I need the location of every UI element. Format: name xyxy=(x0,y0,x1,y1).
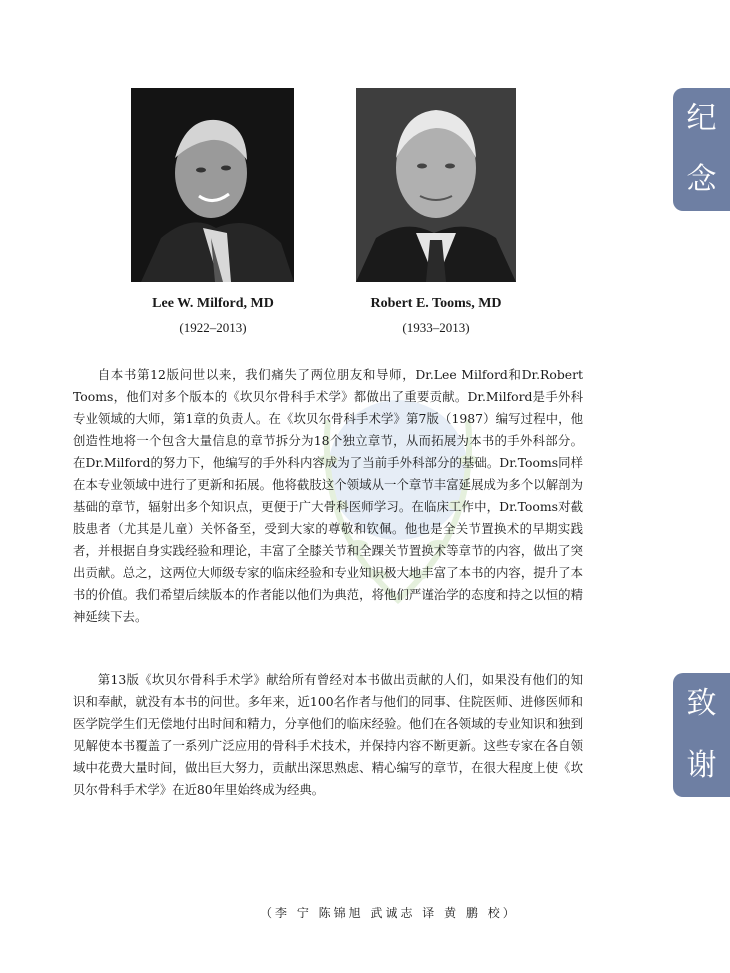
years-tooms: (1933–2013) xyxy=(402,320,470,335)
thanks-tab xyxy=(673,673,730,797)
portrait-milford xyxy=(131,88,294,282)
thanks-tab-char-1: 致 xyxy=(686,686,717,721)
years-milford: (1922–2013) xyxy=(179,320,247,335)
memorial-paragraph: 自本书第12版问世以来，我们痛失了两位朋友和导师，Dr.Lee Milford和Dr.Robert Tooms，他们对多个版本的《坎贝尔骨科手术学》都做出了重要贡献。Dr.Milford是手外科专业领域的大师，第1章的负责人。在《坎贝尔骨科手术学》第7版（1987）编写过程中，他创造性地将一个包含大量信息的章节拆分为18个独立章节，从而拓展为本书的手外科部分。在Dr.Milford的努力下，他编写的手外科内容成为了当前手外科部分的基础。Dr.Tooms同样在本专业领域中进行了更新和拓展。他将截肢这个领域从一个章节丰富延展成为多个以解剖为基础的章节，辐射出多个知识点，更便于广大骨科医师学习。在临床工作中，Dr.Tooms对截肢患者（尤其是儿童）关怀备至，受到大家的尊敬和钦佩。他也是全关节置换术的早期实践者，并根据自身实践经验和理论，丰富了全膝关节和全踝关节置换术等章节的内容，做出了突出贡献。总之，这两位大师级专家的临床经验和专业知识极大地丰富了本书的内容，提升了本书的价值。我们希望后续版本的作者能以他们为典范，将他们严谨治学的态度和持之以恒的精神延续下去。 xyxy=(73,367,583,624)
name-milford: Lee W. Milford, MD xyxy=(152,296,274,311)
name-tooms: Robert E. Tooms, MD xyxy=(370,296,502,311)
memorial-tab-char-1: 纪 xyxy=(686,100,717,136)
portrait-tooms xyxy=(356,88,516,282)
memorial-tab-char-2: 念 xyxy=(686,162,717,198)
thanks-paragraph: 第13版《坎贝尔骨科手术学》献给所有曾经对本书做出贡献的人们，如果没有他们的知识和奉献，就没有本书的问世。多年来，近100名作者与他们的同事、住院医师、进修医师和医学院学生们无偿地付出时间和精力，分享他们的临床经验。他们在各领域的专业知识和独到见解使本书覆盖了一系列广泛应用的骨科手术技术，并保持内容不断更新。这些专家在各自领域中花费大量时间，做出巨大努力，贡献出深思熟虑、精心编写的章节，在很大程度上使《坎贝尔骨科手术学》在近80年里始终成为经典。 xyxy=(73,672,583,797)
translator-credits: （李 宁 陈锦旭 武诚志 译 黄 鹏 校） xyxy=(260,906,518,920)
thanks-tab-char-2: 谢 xyxy=(686,748,717,783)
memorial-tab xyxy=(673,88,730,211)
